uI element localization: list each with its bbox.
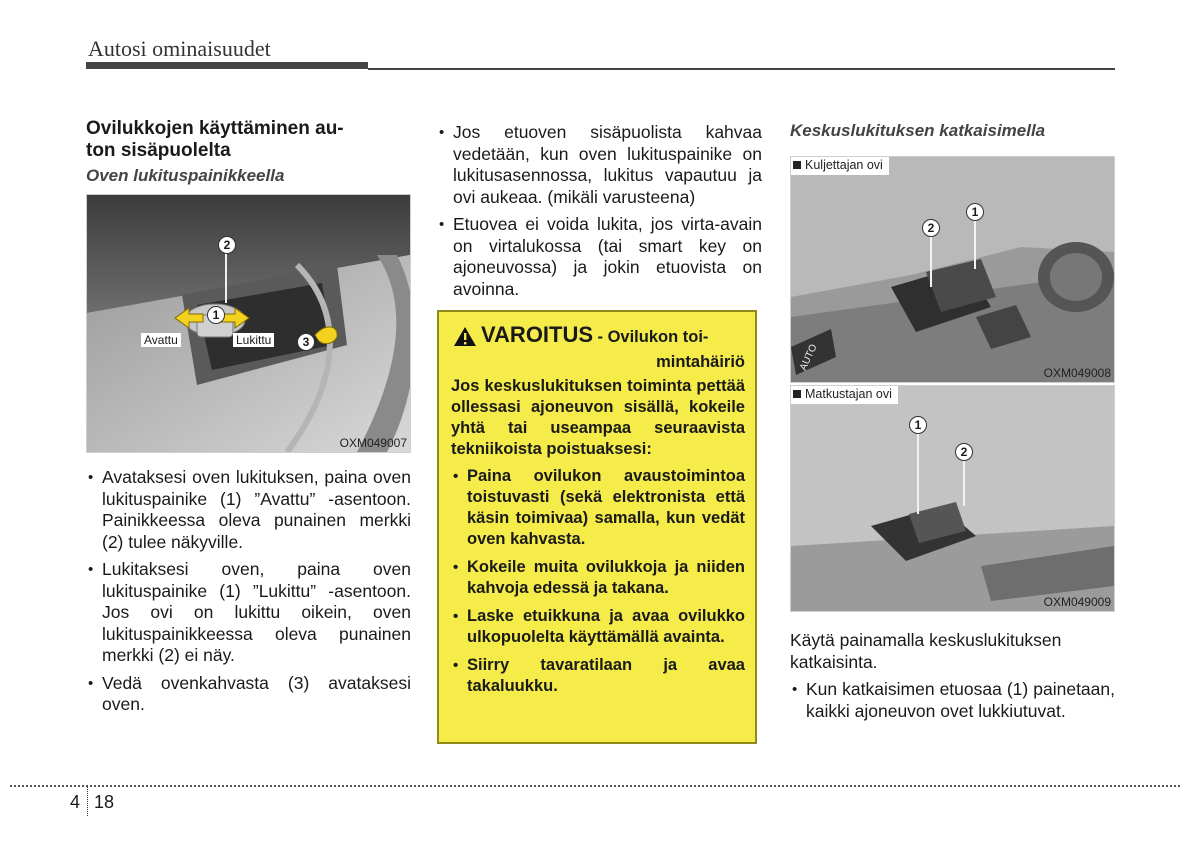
- warning-item: • Siirry tavaratilaan ja avaa takaluukku.: [451, 655, 745, 697]
- warning-list: [451, 466, 745, 697]
- marker-1: 1: [207, 306, 225, 324]
- marker-3: 3: [297, 333, 315, 351]
- header-line: [368, 68, 1115, 70]
- page-number-separator: [87, 786, 88, 816]
- passenger-door-figure: [790, 385, 1115, 612]
- warning-triangle-icon: [453, 326, 477, 347]
- door-lock-illustration: [87, 195, 410, 452]
- label-lukittu: Lukittu: [233, 333, 274, 347]
- figure-code: OXM049008: [1043, 366, 1111, 380]
- warning-box: [437, 310, 757, 744]
- auto-label: AUTO: [797, 342, 820, 373]
- header-bar: [86, 62, 368, 69]
- figure-code: OXM049009: [1043, 595, 1111, 609]
- page-number: 18: [94, 792, 115, 812]
- caption-text: Kuljettajan ovi: [805, 158, 883, 172]
- footer-divider: [10, 785, 1180, 787]
- warning-suffix-2: mintahäiriö: [656, 353, 745, 371]
- marker-2: 2: [218, 236, 236, 254]
- caption-square-icon: [793, 161, 801, 169]
- section-heading-line-1: Ovilukkojen käyttäminen au-: [86, 118, 344, 139]
- warning-item: • Paina ovilukon avaustoimintoa toistuvasti (sekä elektronista että käsin toimivaa) samalla, kun vedät oven kahvasta.: [451, 466, 745, 550]
- bullet-item: • Lukitaksesi oven, paina oven lukituspainike (1) ”Lukittu” -asentoon. Jos ovi on lukittu oikein, oven lukituspainikkeessa oleva punainen merkki (2) ei näy.: [86, 559, 411, 667]
- caption-square-icon: [793, 390, 801, 398]
- driver-switch-illustration: [791, 157, 1114, 382]
- warning-item: • Kokeile muita ovilukkoja ja niiden kahvoja edessä ja takana.: [451, 557, 745, 599]
- door-handle-bullets: [437, 122, 762, 300]
- warning-suffix: - Ovilukon toi-: [597, 328, 709, 346]
- marker-1: 1: [966, 203, 984, 221]
- lock-button-bullets: [86, 467, 411, 716]
- warning-word: VAROITUS: [481, 322, 594, 347]
- central-lock-paragraph: Käytä painamalla keskuslukituksen katkaisinta.: [790, 630, 1062, 672]
- passenger-door-caption: [791, 386, 898, 404]
- marker-2: 2: [955, 443, 973, 461]
- door-lock-figure: [86, 194, 411, 453]
- central-lock-bullets: [790, 679, 1115, 722]
- header-title: Autosi ominaisuudet: [88, 36, 271, 61]
- marker-2: 2: [922, 219, 940, 237]
- marker-1: 1: [909, 416, 927, 434]
- driver-door-figure: [790, 156, 1115, 383]
- driver-door-caption: [791, 157, 889, 175]
- subheading-central-lock: Keskuslukituksen katkaisimella: [790, 121, 1046, 140]
- bullet-item: • Kun katkaisimen etuosaa (1) painetaan, kaikki ajoneuvon ovet lukkiutuvat.: [790, 679, 1115, 722]
- figure-code: OXM049007: [339, 436, 407, 450]
- label-avattu: Avattu: [141, 333, 181, 347]
- chapter-number: 4: [70, 792, 81, 812]
- section-heading: [86, 118, 411, 162]
- bullet-item: • Avataksesi oven lukituksen, paina oven lukituspainike (1) ”Avattu” -asentoon. Painikkeessa oleva punainen merkki (2) tulee näkyville.: [86, 467, 411, 553]
- column-1: [86, 118, 411, 722]
- warning-item: • Laske etuikkuna ja avaa ovilukko ulkopuolelta käyttämällä avainta.: [451, 606, 745, 648]
- bullet-item: • Jos etuoven sisäpuolista kahvaa vedetään, kun oven lukituspainike on lukitusasennossa, lukitus vapautuu ja ovi aukeaa. (mikäli varusteena): [437, 122, 762, 208]
- column-3: [790, 121, 1115, 728]
- warning-title: [451, 322, 745, 348]
- warning-intro: Jos keskuslukituksen toiminta pettää ollessasi ajoneuvon sisällä, kokeile yhtä tai useampaa seuraavista tekniikoista poistuaksesi:: [451, 377, 745, 458]
- section-heading-line-2: ton sisäpuolelta: [86, 140, 231, 161]
- passenger-switch-illustration: [791, 386, 1114, 611]
- bullet-item: • Etuovea ei voida lukita, jos virta-avain on virtalukossa (tai smart key on ajoneuvossa) ja jokin etuovista on avoinna.: [437, 214, 762, 300]
- bullet-item: • Vedä ovenkahvasta (3) avataksesi oven.: [86, 673, 411, 716]
- column-2: [437, 122, 762, 306]
- subheading-lock-button: Oven lukituspainikkeella: [86, 166, 285, 185]
- caption-text: Matkustajan ovi: [805, 387, 892, 401]
